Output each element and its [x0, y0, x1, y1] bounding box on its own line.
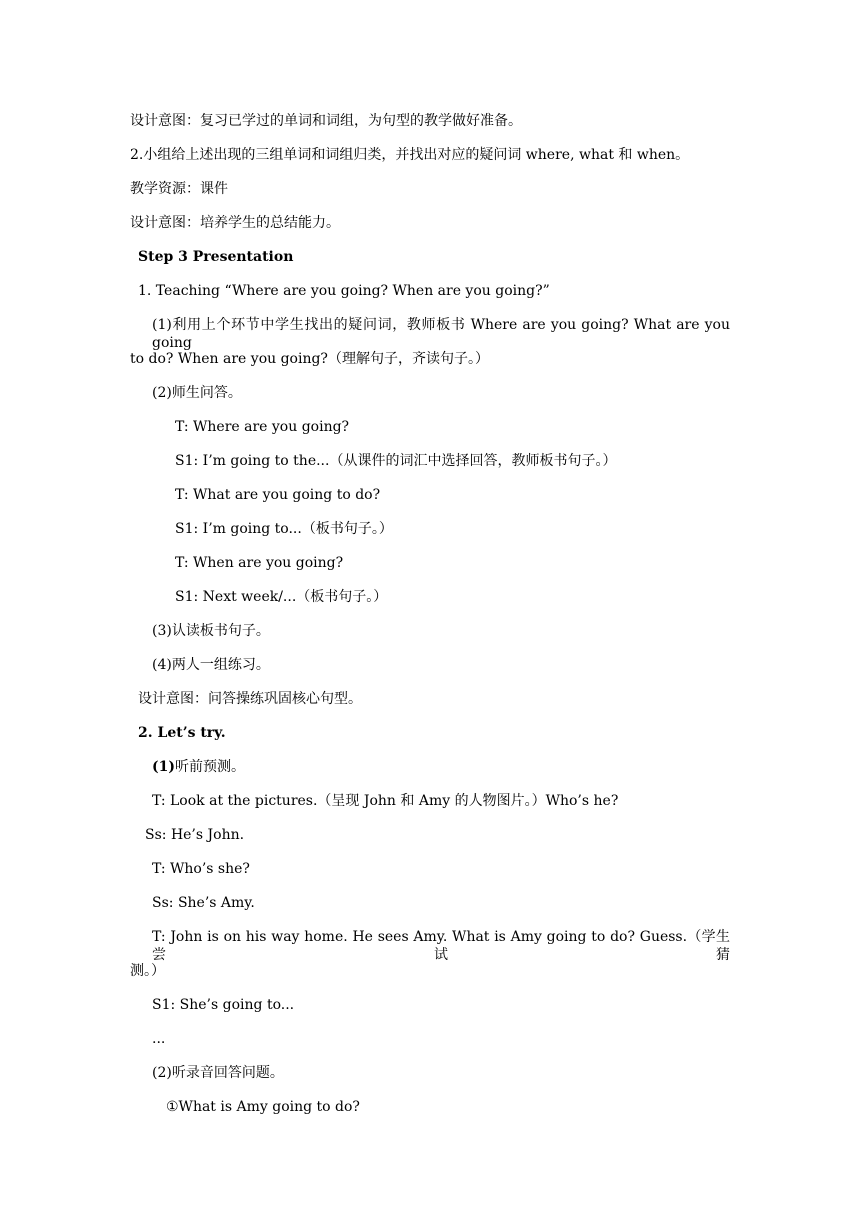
sub-item-2: (2)师生问答。 — [152, 385, 242, 401]
question-1: ①What is Amy going to do? — [166, 1099, 360, 1115]
dialogue-line: T: Who’s she? — [152, 861, 250, 877]
ellipsis-line: ... — [152, 1031, 166, 1047]
sub-item-text: 听前预测。 — [175, 759, 245, 775]
dialogue-line: Ss: She’s Amy. — [152, 895, 255, 911]
dialogue-line: T: When are you going? — [175, 555, 344, 571]
paragraph-1-line-1: (1)利用上个环节中学生找出的疑问词，教师板书 Where are you going? What are you going — [152, 317, 730, 351]
sub-item-prelisten — [152, 758, 245, 776]
teaching-item-1: 1. Teaching “Where are you going? When are you going?” — [138, 283, 550, 299]
dialogue-line: Ss: He’s John. — [145, 827, 245, 843]
dialogue-line-long: T: John is on his way home. He sees Amy. What is Amy going to do? Guess.（学生尝试猜 — [152, 929, 730, 963]
teaching-resources: 教学资源：课件 — [130, 181, 228, 197]
lets-try-heading: 2. Let’s try. — [138, 725, 226, 741]
dialogue-line: S1: I’m going to...（板书句子。） — [175, 521, 393, 537]
sub-item-4: (4)两人一组练习。 — [152, 657, 270, 673]
design-intent-practice: 设计意图：问答操练巩固核心句型。 — [138, 691, 362, 707]
dialogue-line: T: Look at the pictures.（呈现 John 和 Amy 的人物图片。）Who’s he? — [152, 793, 619, 809]
dialogue-line-continued: 测。） — [130, 963, 165, 979]
paragraph-1-line-2: to do? When are you going?（理解句子，齐读句子。） — [130, 351, 489, 367]
dialogue-line: T: Where are you going? — [175, 419, 350, 435]
design-intent-review: 设计意图：复习已学过的单词和词组，为句型的教学做好准备。 — [130, 113, 522, 129]
dialogue-line: T: What are you going to do? — [175, 487, 381, 503]
step-3-heading: Step 3 Presentation — [138, 249, 294, 265]
design-intent-summary: 设计意图：培养学生的总结能力。 — [130, 215, 340, 231]
dialogue-line: S1: Next week/...（板书句子。） — [175, 589, 388, 605]
step-2-classify: 2.小组给上述出现的三组单词和词组归类，并找出对应的疑问词 where, what 和 when。 — [130, 147, 690, 163]
sub-item-3: (3)认读板书句子。 — [152, 623, 270, 639]
sub-item-listen: (2)听录音回答问题。 — [152, 1065, 284, 1081]
dialogue-line: S1: She’s going to... — [152, 997, 295, 1013]
dialogue-line: S1: I’m going to the...（从课件的词汇中选择回答，教师板书句子。） — [175, 453, 617, 469]
sub-item-number: (1) — [152, 759, 175, 775]
